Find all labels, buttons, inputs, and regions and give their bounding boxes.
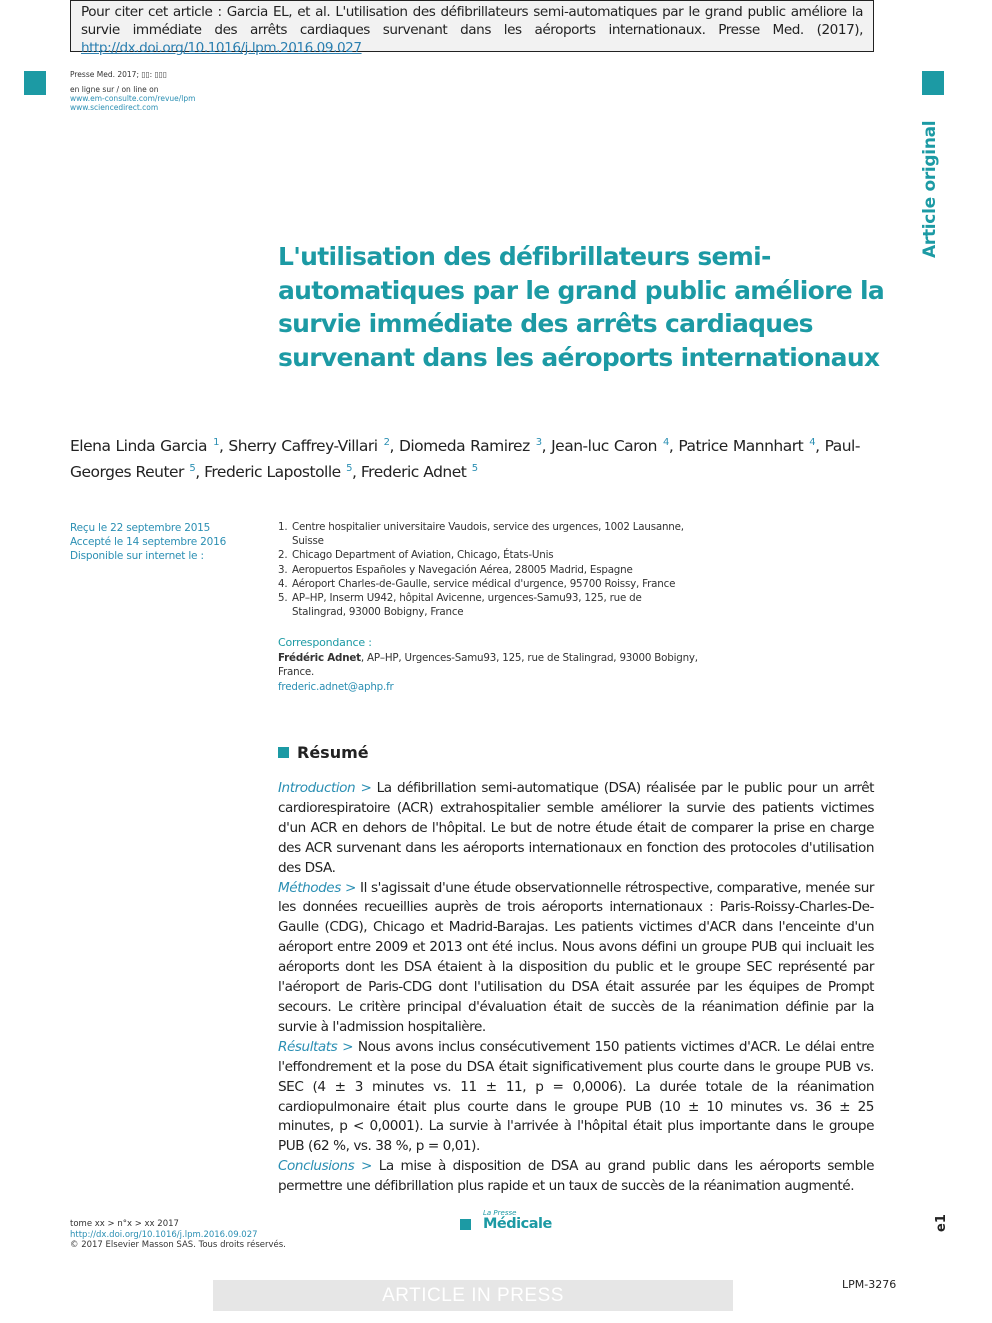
journal-meta [70,70,195,112]
article-title: L'utilisation des défibrillateurs semi-automatiques par le grand public améliore la survie immédiate des arrêts cardiaques survenant dans les aéroports internationaux [278,242,885,372]
author-affiliation-ref[interactable]: 5 [346,462,353,474]
abstract-section-methods: Méthodes > Il s'agissait d'une étude observationnelle rétrospective, comparative, menée sur les données recueillies auprès de trois aéroports internationaux : Paris-Roissy-Charles-De-Gaulle (CDG), Chicago et Madrid-Barajas. Les patients victimes d'ACR dans l'enceinte d'un aéroport entre 2009 et 2013 ont été inclus. Nous avons défini un groupe PUB qui incluait les aéroports dont les DSA étaient à la disposition du public et le groupe SEC représenté par l'aéroport de Paris-CDG dont l'utilisation du DSA était assurée par les équipes de Prompt secours. Le critère principal d'évaluation était de succès de la réanimation définie par la survie à l'admission hospitalière. [278,879,875,1035]
author-name: Frederic Lapostolle [204,462,341,481]
author-name: Patrice Mannhart [678,437,804,455]
author-affiliation-ref[interactable]: 5 [471,462,478,474]
author-name: Frederic Adnet [360,462,467,481]
right-corner-mark [922,71,944,95]
online-label: en ligne sur / on line on [70,85,159,94]
left-corner-mark [24,71,46,95]
logo-small-text: La Presse [483,1209,517,1217]
resume-heading [278,743,369,762]
footer-info [70,1219,286,1251]
journal-ref: Presse Med. 2017; ▯▯: ▯▯▯ [70,70,167,79]
citation-doi-link[interactable]: http://dx.doi.org/10.1016/j.lpm.2016.09.027 [81,40,362,56]
abstract-section-results: Résultats > Nous avons inclus consécutivement 150 patients victimes d'ACR. Le délai entre l'effondrement et la pose du DSA était significativement plus courte dans le groupe PUB vs. SEC (4 ± 3 minutes vs. 11 ± 11, p = 0,0006). La durée totale de la réanimation cardiopulmonaire était plus courte dans le groupe PUB (10 ± 10 minutes vs. 36 ± 25 minutes, p < 0,0001). La survie à l'arrivée à l'hôpital était plus importante dans le groupe PUB (62 %, vs. 38 %, p = 0,01). [278,1038,874,1155]
citation-box [70,0,874,56]
article-in-press-banner: ARTICLE IN PRESS [213,1280,733,1311]
resume-heading-text: Résumé [297,743,369,762]
correspondence-address: , AP–HP, Urgences-Samu93, 125, rue de Stalingrad, 93000 Bobigny, France. [278,652,698,679]
author-list: Elena Linda Garcia $^1$, Sherry Caffrey-Villari $^2$, Diomeda Ramirez $^3$, Jean-luc Caron $^4$, Patrice Mannhart $^4$, Paul-Georges Reuter $^5$, Frederic Lapostolle $^5$, Frederic Adnet $^5$ [70,437,860,481]
affiliation-item: 2. Chicago Department of Aviation, Chicago, États-Unis [278,549,554,562]
logo-big-text: Médicale [483,1216,552,1232]
abstract-body [278,779,874,1197]
affiliation-item: 3. Aeropuertos Españoles y Navegación Aérea, 28005 Madrid, Espagne [278,563,633,576]
correspondence-heading: Correspondance : [278,636,372,649]
author-name: Elena Linda Garcia [70,437,208,455]
affiliation-item: 1. Centre hospitalier universitaire Vaudois, service des urgences, 1002 Lausanne, Suisse [278,521,684,548]
footer-copyright: © 2017 Elsevier Masson SAS. Tous droits réservés. [70,1240,286,1250]
date-online: Disponible sur internet le : [70,550,204,563]
article-type-label: Article original [920,120,940,258]
author-affiliation-ref[interactable]: 2 [383,437,390,448]
footer-doi-link[interactable]: http://dx.doi.org/10.1016/j.lpm.2016.09.027 [70,1229,258,1240]
journal-logo [460,1209,552,1232]
abstract-section-introduction: Introduction > La défibrillation semi-automatique (DSA) réalisée par le public pour un arrêt cardiorespiratoire (ACR) extrahospitalier semble améliorer la survie des patients victimes d'un ACR en dehors de l'hôpital. Le but de notre étude était de comparer la prise en charge des ACR survenant dans les aéroports internationaux en fonction des protocoles d'utilisation des DSA. [278,780,874,876]
author-affiliation-ref[interactable]: 3 [535,437,542,448]
affiliation-item: 5. AP–HP, Inserm U942, hôpital Avicenne, urgences-Samu93, 125, rue de Stalingrad, 93000 Bobigny, France [278,592,642,619]
author-affiliation-ref[interactable]: 4 [663,437,669,448]
date-received: Reçu le 22 septembre 2015 [70,522,211,534]
page-number: e1 [934,1214,949,1232]
citation-text: Pour citer cet article : Garcia EL, et al. L'utilisation des défibrillateurs semi-automatiques par le grand public améliore la survie immédiate des arrêts cardiaques survenant dans les aéroports internationaux. Presse Med. (2017), [81,4,863,38]
author-affiliation-ref[interactable]: 5 [189,462,196,474]
correspondence-name: Frédéric Adnet [278,652,361,665]
footer-volume: tome xx > n°x > xx 2017 [70,1219,179,1229]
author-name: Jean-luc Caron [551,437,657,455]
author-name: Diomeda Ramirez [398,437,530,455]
affiliation-item: 4. Aéroport Charles-de-Gaulle, service médical d'urgence, 95700 Roissy, France [278,577,676,590]
author-name: Sherry Caffrey-Villari [228,437,378,455]
journal-url-sciencedirect[interactable]: www.sciencedirect.com [70,103,159,112]
author-name: Paul-Georges Reuter [70,437,860,481]
logo-square-icon [460,1219,471,1230]
abstract-section-conclusions: Conclusions > La mise à disposition de DSA au grand public dans les aéroports semble permettre une défibrillation plus rapide et un taux de succès de la réanimation augmenté. [278,1158,874,1195]
section-marker-icon [278,747,289,758]
article-code: LPM-3276 [842,1278,897,1291]
date-accepted: Accepté le 14 septembre 2016 [70,536,227,549]
author-affiliation-ref[interactable]: 1 [213,437,219,448]
author-affiliation-ref[interactable]: 4 [809,437,816,448]
article-dates [70,521,226,564]
correspondence-email[interactable]: frederic.adnet@aphp.fr [278,680,394,693]
correspondence-block [278,636,698,694]
affiliation-list [278,520,698,619]
journal-url-emconsulte[interactable]: www.em-consulte.com/revue/lpm [70,94,196,103]
